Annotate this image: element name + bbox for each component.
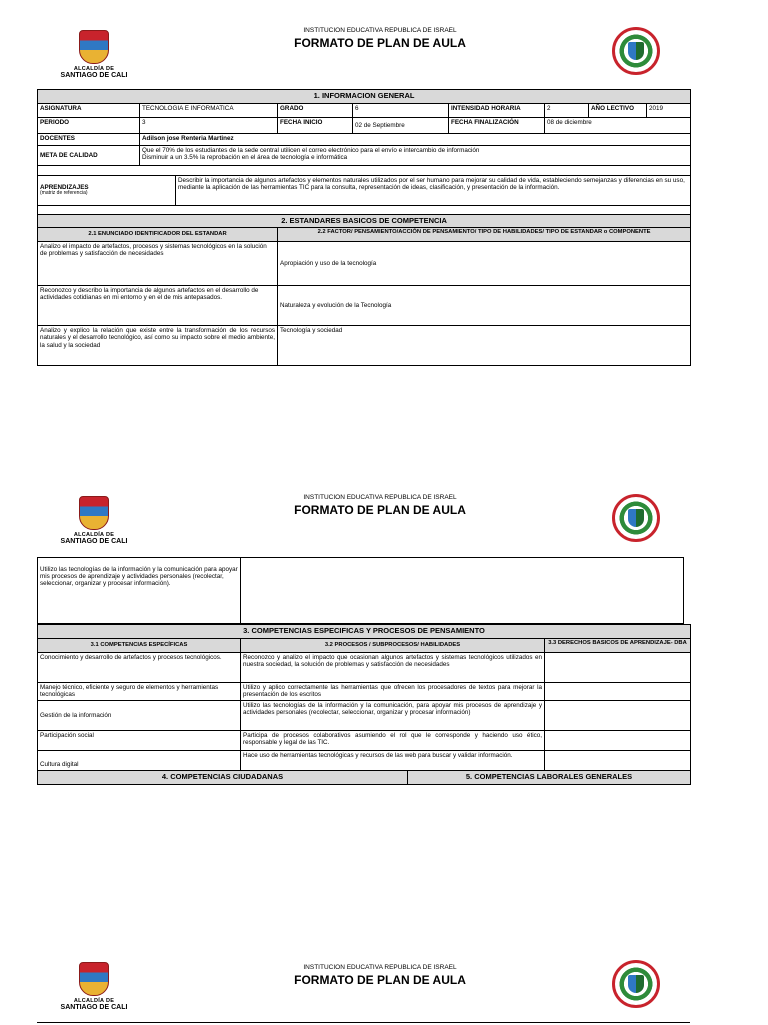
- school-seal-icon: [612, 27, 660, 75]
- fecha-fin-value: 08 de diciembre: [545, 117, 691, 133]
- section-title-general: 1. INFORMACION GENERAL: [38, 90, 691, 104]
- competencia-dba: [545, 652, 691, 682]
- page-1: [0, 0, 768, 400]
- competencias-col3-header: 3.3 DERECHOS BASICOS DE APRENDIZAJE- DBA: [545, 638, 691, 652]
- cali-shield-icon: [79, 962, 109, 996]
- alcaldia-cali-logo: [58, 962, 130, 1011]
- estandar-enunciado: Analizo el impacto de artefactos, procesos y sistemas tecnológicos en la solución de problemas y satisfacción de necesidades: [38, 242, 278, 286]
- fecha-inicio-value: 02 de Septiembre: [353, 117, 449, 133]
- competencias-table: [37, 624, 691, 771]
- grado-label: GRADO: [278, 103, 353, 117]
- page-3: [0, 950, 768, 1024]
- aprendizajes-label-cell: [38, 175, 176, 205]
- intensidad-value: 2: [545, 103, 589, 117]
- grado-value: 6: [353, 103, 449, 117]
- estandares-col1-header: 2.1 ENUNCIADO IDENTIFICADOR DEL ESTANDAR: [38, 228, 278, 242]
- competencia-especifica: Cultura digital: [38, 750, 241, 770]
- competencia-dba: [545, 750, 691, 770]
- aprendizajes-value: Describir la importancia de algunos artefactos y elementos naturales utilizados por el ser humano para mejorar su calidad de vida, estableciendo semejanzas y diferencias en su uso, mediante la aplicación de las herramientas TIC para la consulta, representación de ideas, clasificación, y presentación de la información.: [176, 175, 691, 205]
- intensidad-label: INTENSIDAD HORARIA: [449, 103, 545, 117]
- fecha-inicio-label: FECHA INICIO: [278, 117, 353, 133]
- estandar-enunciado: Analizo y explico la relación que existe entre la transformación de los recursos naturales y el desarrollo tecnológico, así como su impacto sobre el medio ambiente, la salud y la sociedad: [38, 326, 278, 366]
- ano-lectivo-value: 2019: [647, 103, 691, 117]
- institution-name: INSTITUCION EDUCATIVA REPUBLICA DE ISRAEL: [303, 27, 457, 34]
- school-seal-icon: [612, 960, 660, 1008]
- aprendizajes-sublabel: (matriz de referencia): [40, 189, 88, 196]
- estandar-enunciado: Utilizo las tecnologías de la información y la comunicación para apoyar mis procesos de aprendizaje y actividades personales (recolectar, seleccionar, organizar y procesar información).: [38, 558, 241, 624]
- document-header: [200, 27, 560, 50]
- estandar-enunciado: Reconozco y describo la importancia de algunos artefactos en el desarrollo de actividades cotidianas en mi entorno y en el de mis antepasados.: [38, 286, 278, 326]
- periodo-value: 3: [140, 117, 278, 133]
- competencia-proceso: Reconozco y analizo el impacto que ocasionan algunos artefactos y sistemas tecnológicos utilizados en nuestra sociedad, la solución de problemas y satisfacción de necesidades: [241, 652, 545, 682]
- aprendizajes-label: APRENDIZAJES: [40, 183, 89, 191]
- logo-text-line1: ALCALDÍA DE: [73, 66, 115, 72]
- estandar-factor: [241, 558, 684, 624]
- spacer-row: [38, 205, 691, 214]
- competencia-proceso: Participa de procesos colaborativos asumiendo el rol que le corresponde y haciendo uso ético, responsable y legal de las TIC.: [241, 730, 545, 750]
- logo-text-line2: SANTIAGO DE CALI: [60, 72, 128, 79]
- format-title: FORMATO DE PLAN DE AULA: [294, 973, 466, 987]
- periodo-label: PERIODO: [38, 117, 140, 133]
- asignatura-label: ASIGNATURA: [38, 103, 140, 117]
- spacer-row: [38, 165, 691, 175]
- document-header: [200, 494, 560, 517]
- fecha-fin-label: FECHA FINALIZACIÓN: [449, 117, 545, 133]
- competencia-dba: [545, 682, 691, 700]
- logo-text-line2: SANTIAGO DE CALI: [60, 538, 128, 545]
- asignatura-value: TECNOLOGIA E INFORMATICA: [140, 103, 278, 117]
- docentes-value: Adilson jose Renteria Martinez: [140, 133, 691, 145]
- meta-line-1: Que el 70% de los estudiantes de la sede central utilicen el correo electrónico para el envío e intercambio de información: [142, 146, 480, 154]
- logo-text-line1: ALCALDÍA DE: [73, 532, 115, 538]
- competencia-especifica: Conocimiento y desarrollo de artefactos y procesos tecnológicos.: [38, 652, 241, 682]
- estandar-factor: Tecnología y sociedad: [278, 326, 691, 366]
- competencia-dba: [545, 730, 691, 750]
- school-seal-icon: [612, 494, 660, 542]
- section-title-competencias: 3. COMPETENCIAS ESPECIFICAS Y PROCESOS DE PENSAMIENTO: [38, 625, 691, 639]
- competencia-especifica: Participación social: [38, 730, 241, 750]
- general-info-table: [37, 89, 691, 366]
- competencia-proceso: Utilizo y aplico correctamente las herramientas que ofrecen los procesadores de textos para mejorar la presentación de los escritos: [241, 682, 545, 700]
- institution-name: INSTITUCION EDUCATIVA REPUBLICA DE ISRAEL: [303, 964, 457, 971]
- alcaldia-cali-logo: [58, 30, 130, 79]
- competencia-proceso: Hace uso de herramientas tecnológicas y recursos de las web para buscar y validar información.: [241, 750, 545, 770]
- competencia-especifica: Gestión de la información: [38, 700, 241, 730]
- competencias-col2-header: 3.2 PROCESOS / SUBPROCESOS/ HABILIDADES: [241, 638, 545, 652]
- section-title-ciudadanas: 4. COMPETENCIAS CIUDADANAS: [38, 771, 408, 785]
- section-title-laborales: 5. COMPETENCIAS LABORALES GENERALES: [408, 771, 691, 785]
- competencia-proceso: Utilizo las tecnologías de la información y la comunicación, para apoyar mis procesos de aprendizaje y actividades personales (recolectar, seleccionar, organizar y procesar información): [241, 700, 545, 730]
- meta-line-2: Disminuir a un 3.5% la reprobación en el área de tecnología e informática: [142, 153, 348, 161]
- docentes-label: DOCENTES: [38, 133, 140, 145]
- estandar-factor: Apropiación y uso de la tecnología: [278, 242, 691, 286]
- competencia-dba: [545, 700, 691, 730]
- alcaldia-cali-logo: [58, 496, 130, 545]
- competencia-especifica: Manejo técnico, eficiente y seguro de elementos y herramientas tecnológicas: [38, 682, 241, 700]
- estandar-factor: Naturaleza y evolución de la Tecnología: [278, 286, 691, 326]
- meta-calidad-label: META DE CALIDAD: [38, 145, 140, 165]
- meta-calidad-value: [140, 145, 691, 165]
- format-title: FORMATO DE PLAN DE AULA: [294, 503, 466, 517]
- estandares-continued-table: [37, 557, 684, 624]
- document-header: [200, 964, 560, 987]
- ano-lectivo-label: AÑO LECTIVO: [589, 103, 647, 117]
- logo-text-line1: ALCALDÍA DE: [73, 998, 115, 1004]
- section-title-estandares: 2. ESTANDARES BASICOS DE COMPETENCIA: [38, 214, 691, 228]
- footer-sections-table: [37, 770, 691, 785]
- institution-name: INSTITUCION EDUCATIVA REPUBLICA DE ISRAEL: [303, 494, 457, 501]
- cali-shield-icon: [79, 496, 109, 530]
- competencias-col1-header: 3.1 COMPETENCIAS ESPECÍFICAS: [38, 638, 241, 652]
- estandares-col2-header: 2.2 FACTOR/ PENSAMIENTO/ACCIÓN DE PENSAMIENTO/ TIPO DE HABILIDADES/ TIPO DE ESTANDAR o COMPONENTE: [278, 228, 691, 242]
- format-title: FORMATO DE PLAN DE AULA: [294, 36, 466, 50]
- logo-text-line2: SANTIAGO DE CALI: [60, 1004, 128, 1011]
- page-2: [0, 480, 768, 790]
- cali-shield-icon: [79, 30, 109, 64]
